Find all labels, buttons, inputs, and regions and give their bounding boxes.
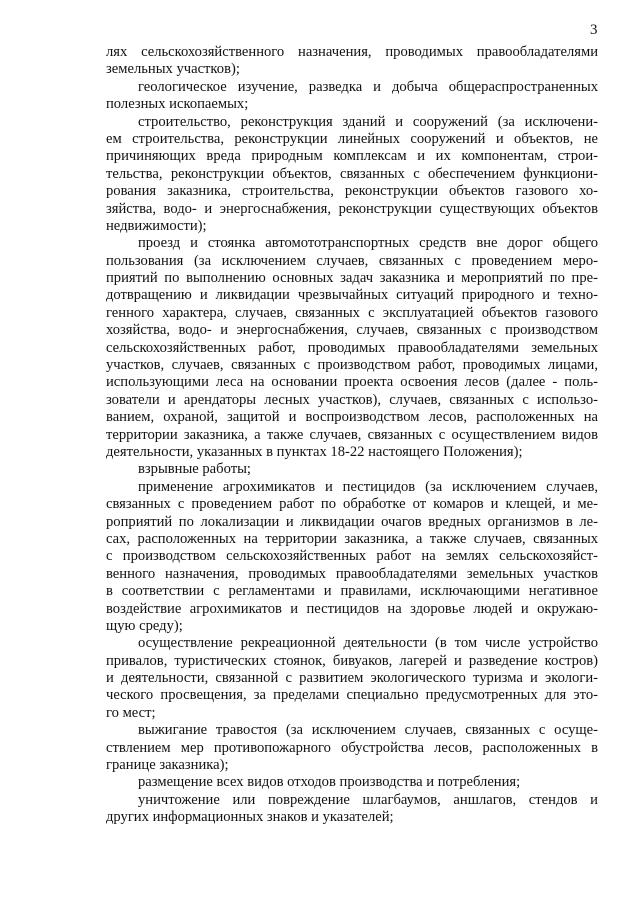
text-line: приятий по выполнению основных задач заказника и мероприятий по пре- — [106, 270, 598, 287]
paragraph-signs-damage — [106, 792, 598, 827]
paragraph-construction — [106, 114, 598, 236]
text-line: территории заказника, а также случаев, связанных с осуществлением видов — [106, 426, 598, 443]
page-number: 3 — [590, 22, 598, 38]
text-line: использующими леса на основании проекта освоения лесов (далее - поль- — [106, 374, 598, 391]
text-line: участков, случаев, связанных с производством работ, проводимых лицами, — [106, 357, 598, 374]
paragraph-grass-burning — [106, 722, 598, 774]
text-line: недвижимости); — [106, 217, 207, 234]
paragraph-geological-study — [106, 79, 598, 114]
text-line: хозяйства, водо- и энергоснабжения, случаев, связанных с производством — [106, 322, 598, 339]
text-line: зователи и арендаторы лесных участков), случаев, связанных с использо- — [106, 391, 598, 408]
text-line: дотвращению и ликвидации чрезвычайных ситуаций природного и техно- — [106, 287, 598, 304]
text-line: ем строительства, реконструкции линейных сооружений и объектов, не — [106, 130, 598, 147]
paragraph-agrochemicals — [106, 479, 598, 636]
text-line: применение агрохимикатов и пестицидов (за исключением случаев, — [138, 478, 598, 495]
text-line: зяйства, водо- и энергоснабжения, реконструкции существующих объектов — [106, 200, 598, 217]
text-line: связанных с проведением работ по обработке от комаров и клещей, и ме- — [106, 496, 598, 513]
text-line: уничтожение или повреждение шлагбаумов, аншлагов, стендов и — [138, 791, 598, 808]
text-line: воздействие агрохимикатов и пестицидов на здоровье людей и окружаю- — [106, 600, 598, 617]
text-line: с производством сельскохозяйственных работ на землях сельскохозяйст- — [106, 548, 598, 565]
text-line: пользования (за исключением случаев, связанных с проведением меро- — [106, 252, 598, 269]
text-line: в соответствии с регламентами и правилами, исключающими негативное — [106, 583, 598, 600]
text-line: щую среду); — [106, 617, 183, 634]
text-line: деятельности, указанных в пунктах 18-22 настоящего Положения); — [106, 443, 523, 460]
paragraph-vehicle-traffic — [106, 235, 598, 461]
text-line: размещение всех видов отходов производства и потребления; — [138, 774, 521, 791]
paragraph-waste-disposal — [106, 774, 598, 791]
text-line: геологическое изучение, разведка и добыча общераспространенных — [138, 78, 598, 95]
text-line: генного характера, случаев, связанных с эксплуатацией объектов газового — [106, 304, 598, 321]
text-line: осуществление рекреационной деятельности (в том числе устройство — [138, 635, 598, 652]
paragraph-recreation — [106, 635, 598, 722]
text-line: строительство, реконструкция зданий и сооружений (за исключени- — [138, 113, 598, 130]
paragraph-agricultural-lands-end — [106, 44, 598, 79]
text-line: и деятельности, связанной с развитием экологического туризма и экологи- — [106, 670, 598, 687]
text-line: причиняющих вреда природным комплексам и их компонентам, строи- — [106, 148, 598, 165]
text-line: венного назначения, проводимых правообладателями земельных участков — [106, 565, 598, 582]
text-line: земельных участков); — [106, 61, 240, 78]
document-body — [106, 44, 598, 827]
text-line: других информационных знаков и указателей; — [106, 809, 394, 826]
text-line: границе заказника); — [106, 757, 229, 774]
text-line: выжигание травостоя (за исключением случаев, связанных с осуще- — [138, 722, 598, 739]
text-line: ствлением мер противопожарного обустройства лесов, расположенных в — [106, 739, 598, 756]
text-line: ческого просвещения, за пределами специально предусмотренных для это- — [106, 687, 598, 704]
text-line: тельства, реконструкции объектов, связанных с обеспечением функциони- — [106, 165, 598, 182]
text-line: проезд и стоянка автомототранспортных средств вне дорог общего — [138, 235, 598, 252]
text-line: сельскохозяйственных работ, проводимых правообладателями земельных — [106, 339, 598, 356]
text-line: ванием, охраной, защитой и воспроизводством лесов, расположенных на — [106, 409, 598, 426]
text-line: полезных ископаемых; — [106, 96, 249, 113]
paragraph-blasting — [106, 461, 598, 478]
text-line: привалов, туристических стоянок, бивуаков, лагерей и разведение костров) — [106, 652, 598, 669]
text-line: сах, расположенных на территории заказника, а также случаев, связанных — [106, 530, 598, 547]
text-line: лях сельскохозяйственного назначения, проводимых правообладателями — [106, 44, 598, 60]
text-line: рования заказника, строительства, реконструкции объектов газового хо- — [106, 183, 598, 200]
text-line: го мест; — [106, 704, 156, 721]
text-line: взрывные работы; — [138, 461, 251, 478]
text-line: роприятий по локализации и ликвидации очагов вредных организмов в ле- — [106, 513, 598, 530]
